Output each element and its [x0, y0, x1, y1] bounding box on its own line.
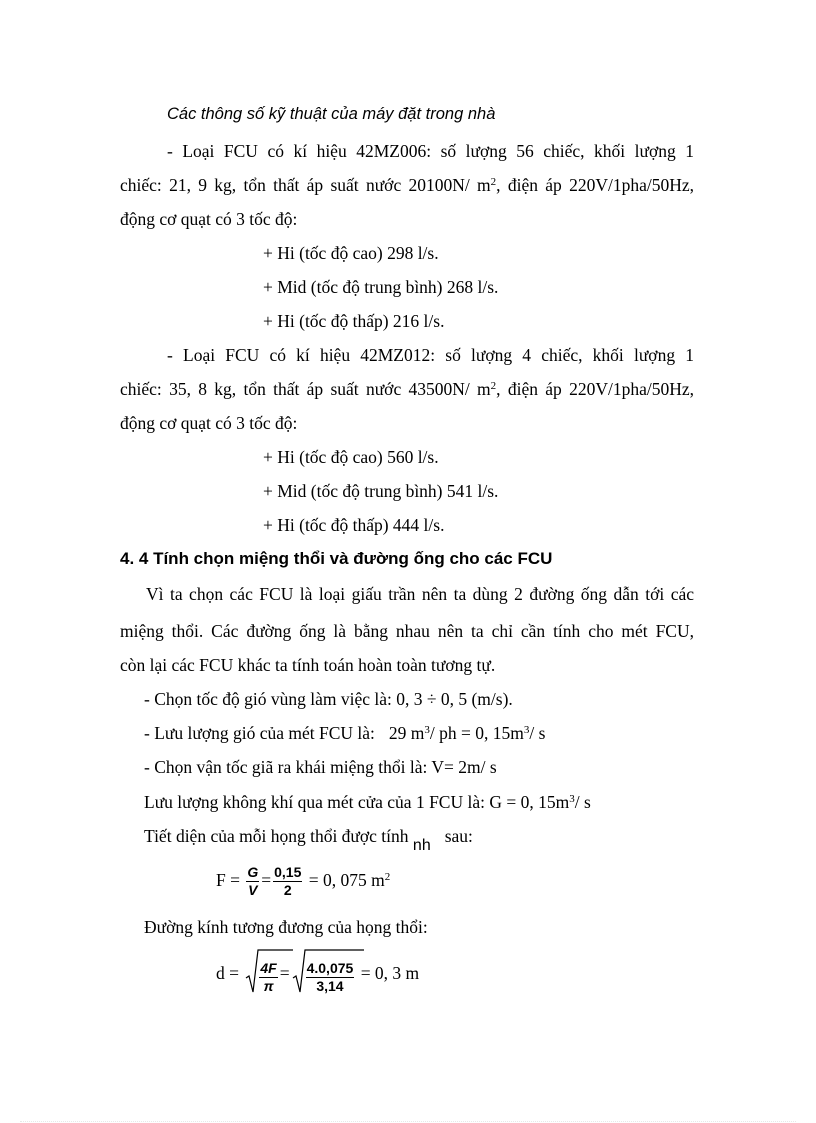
formula-area-frac-num [273, 864, 302, 899]
flow-sup: 3 [569, 793, 575, 805]
sqrt-1-num: 4F [260, 960, 277, 977]
fcu2-speed-mid: + Mid (tốc độ trung bình) 541 l/s. [263, 481, 499, 501]
area-intro [144, 825, 473, 854]
frac-gv-den: V [248, 882, 258, 899]
formula-area-frac-gv [246, 864, 259, 899]
fcu1-speed-low: + Hi (tốc độ thấp) 216 l/s. [263, 311, 445, 331]
flow-a: Lưu lượng không khí qua mét cửa của 1 FCU là: G = 0, 15m [144, 792, 570, 812]
bullet2-a: - Lưu lượng gió của mét FCU là: [144, 723, 375, 743]
fcu2-para-line3: động cơ quạt có 3 tốc độ: [120, 413, 298, 433]
page-bottom-rule [20, 1121, 796, 1122]
bullet-flow-rate [144, 722, 545, 744]
sqrt-2-sign [292, 948, 364, 994]
intro-line3: còn lại các FCU khác ta tính toán hoàn toàn tương tự. [120, 655, 496, 675]
flow-per-outlet [144, 791, 591, 813]
bullet-air-speed: - Chọn tốc độ gió vùng làm việc là: 0, 3 ÷ 0, 5 (m/s). [144, 689, 513, 709]
fcu1-line2-a: chiếc: 21, 9 kg, tổn thất áp suất nước 20100N/ m [120, 175, 491, 195]
formula-area-result-sup: 2 [384, 871, 391, 883]
bullet-outlet-velocity: - Chọn vận tốc giã ra khái miệng thổi là: V= 2m/ s [144, 757, 497, 777]
area-intro-sub: nh [412, 837, 431, 854]
bullet2-b2: / ph = 0, 15m [429, 723, 524, 743]
fcu1-para-line3: động cơ quạt có 3 tốc độ: [120, 209, 298, 229]
fcu2-speed-hi: + Hi (tốc độ cao) 560 l/s. [263, 447, 439, 467]
formula-area-eq: = [261, 870, 272, 890]
formula-area-lhs: F = [216, 870, 240, 890]
fcu2-line2-a: chiếc: 35, 8 kg, tổn thất áp suất nước 43500N/ m [120, 379, 491, 399]
formula-diam-result: = 0, 3 m [360, 963, 420, 983]
bullet2-b3: / s [529, 723, 546, 743]
frac-num-num: 0,15 [274, 864, 302, 881]
formula-area-result: = 0, 075 m [308, 870, 385, 890]
fcu1-para-line1: - Loại FCU có kí hiệu 42MZ006: số lượng 56 chiếc, khối lượng 1 [167, 141, 694, 161]
bullet2-b1: 29 m [388, 723, 425, 743]
formula-diam-eq: = [279, 963, 290, 983]
sqrt-2 [292, 948, 355, 1002]
frac-num-den: 2 [283, 882, 292, 899]
fcu2-para-line2 [120, 378, 694, 400]
fcu1-line2-b: , điện áp 220V/1pha/50Hz, [496, 175, 694, 195]
fcu2-line2-b: , điện áp 220V/1pha/50Hz, [496, 379, 694, 399]
bullet2-sup2: 3 [523, 724, 530, 736]
intro-line2: miệng thổi. Các đường ống là bằng nhau nên ta chỉ cần tính cho mét FCU, [120, 621, 694, 641]
area-intro-b: sau: [444, 826, 473, 846]
sqrt-1-sign [245, 948, 293, 994]
formula-diam [216, 946, 419, 1002]
fcu1-para-line2 [120, 174, 694, 196]
fcu1-speed-mid: + Mid (tốc độ trung bình) 268 l/s. [263, 277, 499, 297]
fcu2-para-line1: - Loại FCU có kí hiệu 42MZ012: số lượng 4 chiếc, khối lượng 1 [167, 345, 694, 365]
spec-caption: Các thông số kỹ thuật của máy đặt trong nhà [167, 105, 496, 123]
frac-gv-num: G [247, 864, 259, 881]
formula-diam-lhs: d = [216, 963, 239, 983]
area-intro-a: Tiết diện của mỗi họng thổi được tính [144, 826, 409, 846]
fcu2-line2-sup: 2 [490, 380, 497, 392]
fcu2-speed-low: + Hi (tốc độ thấp) 444 l/s. [263, 515, 445, 535]
flow-b: / s [574, 792, 591, 812]
formula-area [216, 856, 390, 904]
sqrt-2-den: 3,14 [316, 978, 344, 995]
intro-line1: Vì ta chọn các FCU là loại giấu trần nên ta dùng 2 đường ống dẫn tới các [146, 584, 694, 604]
sqrt-2-num: 4.0,075 [306, 960, 354, 977]
fcu1-line2-sup: 2 [490, 176, 497, 188]
sqrt-1-den: π [263, 978, 274, 995]
section-heading: 4. 4 Tính chọn miệng thổi và đường ống cho các FCU [120, 549, 553, 568]
bullet2-sup1: 3 [424, 724, 430, 736]
sqrt-1 [245, 948, 277, 1002]
diam-intro: Đường kính tương đương của họng thổi: [144, 917, 428, 937]
fcu1-speed-hi: + Hi (tốc độ cao) 298 l/s. [263, 243, 439, 263]
